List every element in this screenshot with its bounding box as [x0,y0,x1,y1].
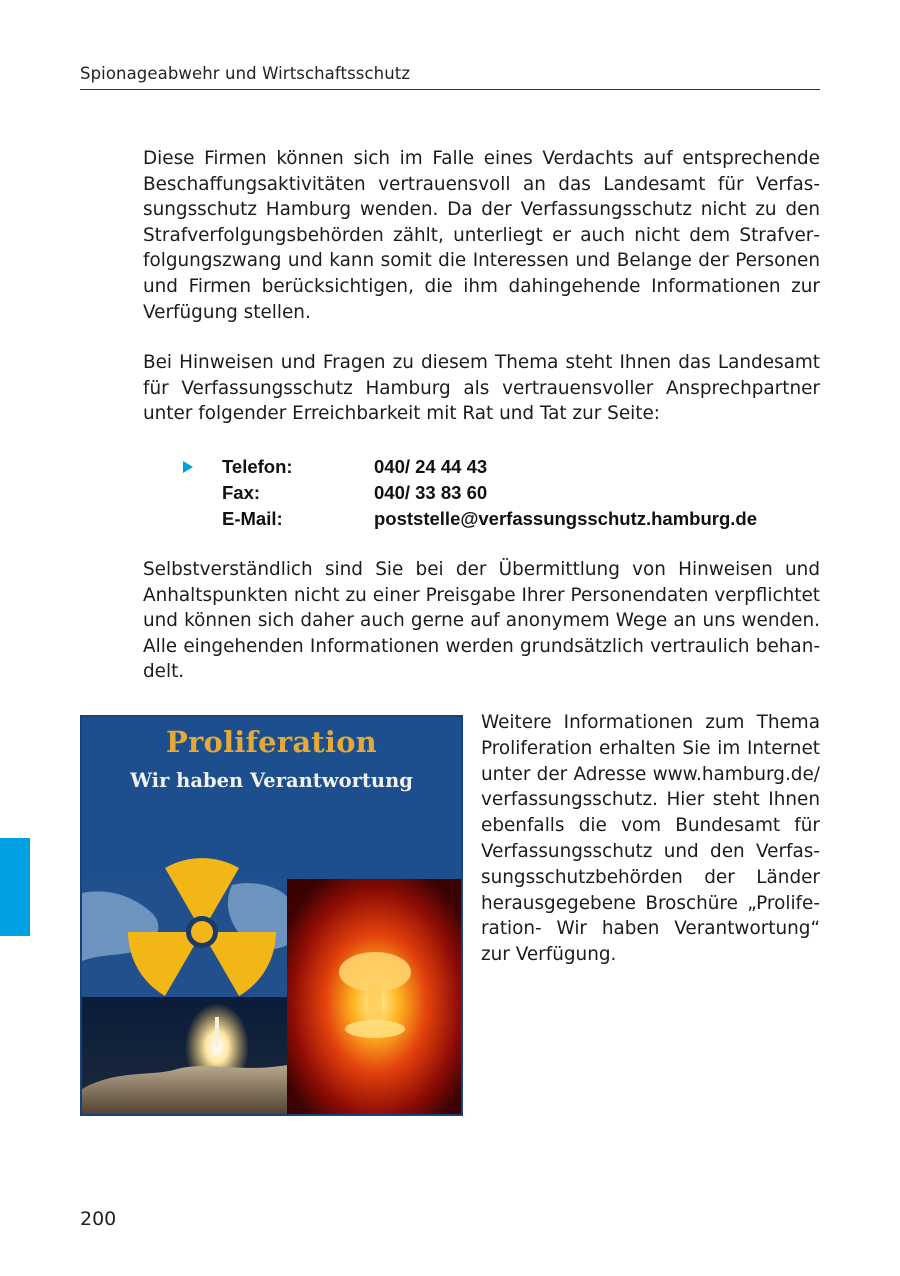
contact-email-value: poststelle@verfassungsschutz.hamburg.de [374,508,757,529]
cover-title: Proliferation [166,725,377,759]
contact-fax-label: Fax: [222,482,261,503]
page-number: 200 [80,1208,117,1230]
running-header: Spionageabwehr und Wirtschaftsschutz [80,64,820,90]
contact-phone-value: 040/ 24 44 43 [374,456,488,477]
side-paragraph: Weitere Informationen zum Thema Proliferation erhalten Sie im Internet unter der Adresse www.hamburg.de/ verfassungsschutz. Hier steht Ihnen ebenfalls die vom Bundesamt für Verfassungsschutz und den Verfassungsschutzbehörden der Länder herausgegebene Broschüre „Proliferation- Wir haben Verantwortung“ zur Verfügung. [481,712,820,966]
contact-fax [183,480,823,506]
contact-email [183,506,823,532]
triangle-bullet-icon [183,461,193,473]
contact-list [183,454,823,532]
contact-phone-label: Telefon: [222,456,293,477]
contact-phone [183,454,823,480]
contact-email-label: E-Mail: [222,508,283,529]
body-paragraph: Diese Firmen können sich im Falle eines Verdachts auf entsprechende Beschaffungsaktivitäten vertrauensvoll an das Landesamt für Verfassungsschutz Hamburg wenden. Da der Verfassungsschutz nicht zu den Strafverfolgungsbehörden zählt, unterliegt er auch nicht dem Strafverfolgungszwang und kann somit die Interessen und Belange der Personen und Firmen berücksichtigen, die ihm dahingehende Informationen zur Verfügung stellen. [143,148,820,323]
body-paragraph: Selbstverständlich sind Sie bei der Übermittlung von Hinweisen und Anhaltspunkten nicht zu einer Preisgabe Ihrer Personendaten verpflichtet und können sich daher auch gerne auf anonymem Wege an uns wenden. Alle eingehenden Informationen werden grundsätzlich vertraulich behandelt. [143,559,820,683]
chapter-tab-marker [0,838,30,936]
body-paragraph: Bei Hinweisen und Fragen zu diesem Thema steht Ihnen das Landesamt für Verfassungsschutz Hamburg als vertrauensvoller Ansprechpartner unter folgender Erreichbarkeit mit Rat und Tat zur Seite: [143,352,820,425]
cover-subtitle: Wir haben Verantwortung [130,769,413,792]
contact-fax-value: 040/ 33 83 60 [374,482,488,503]
brochure-cover-image [80,715,463,1116]
